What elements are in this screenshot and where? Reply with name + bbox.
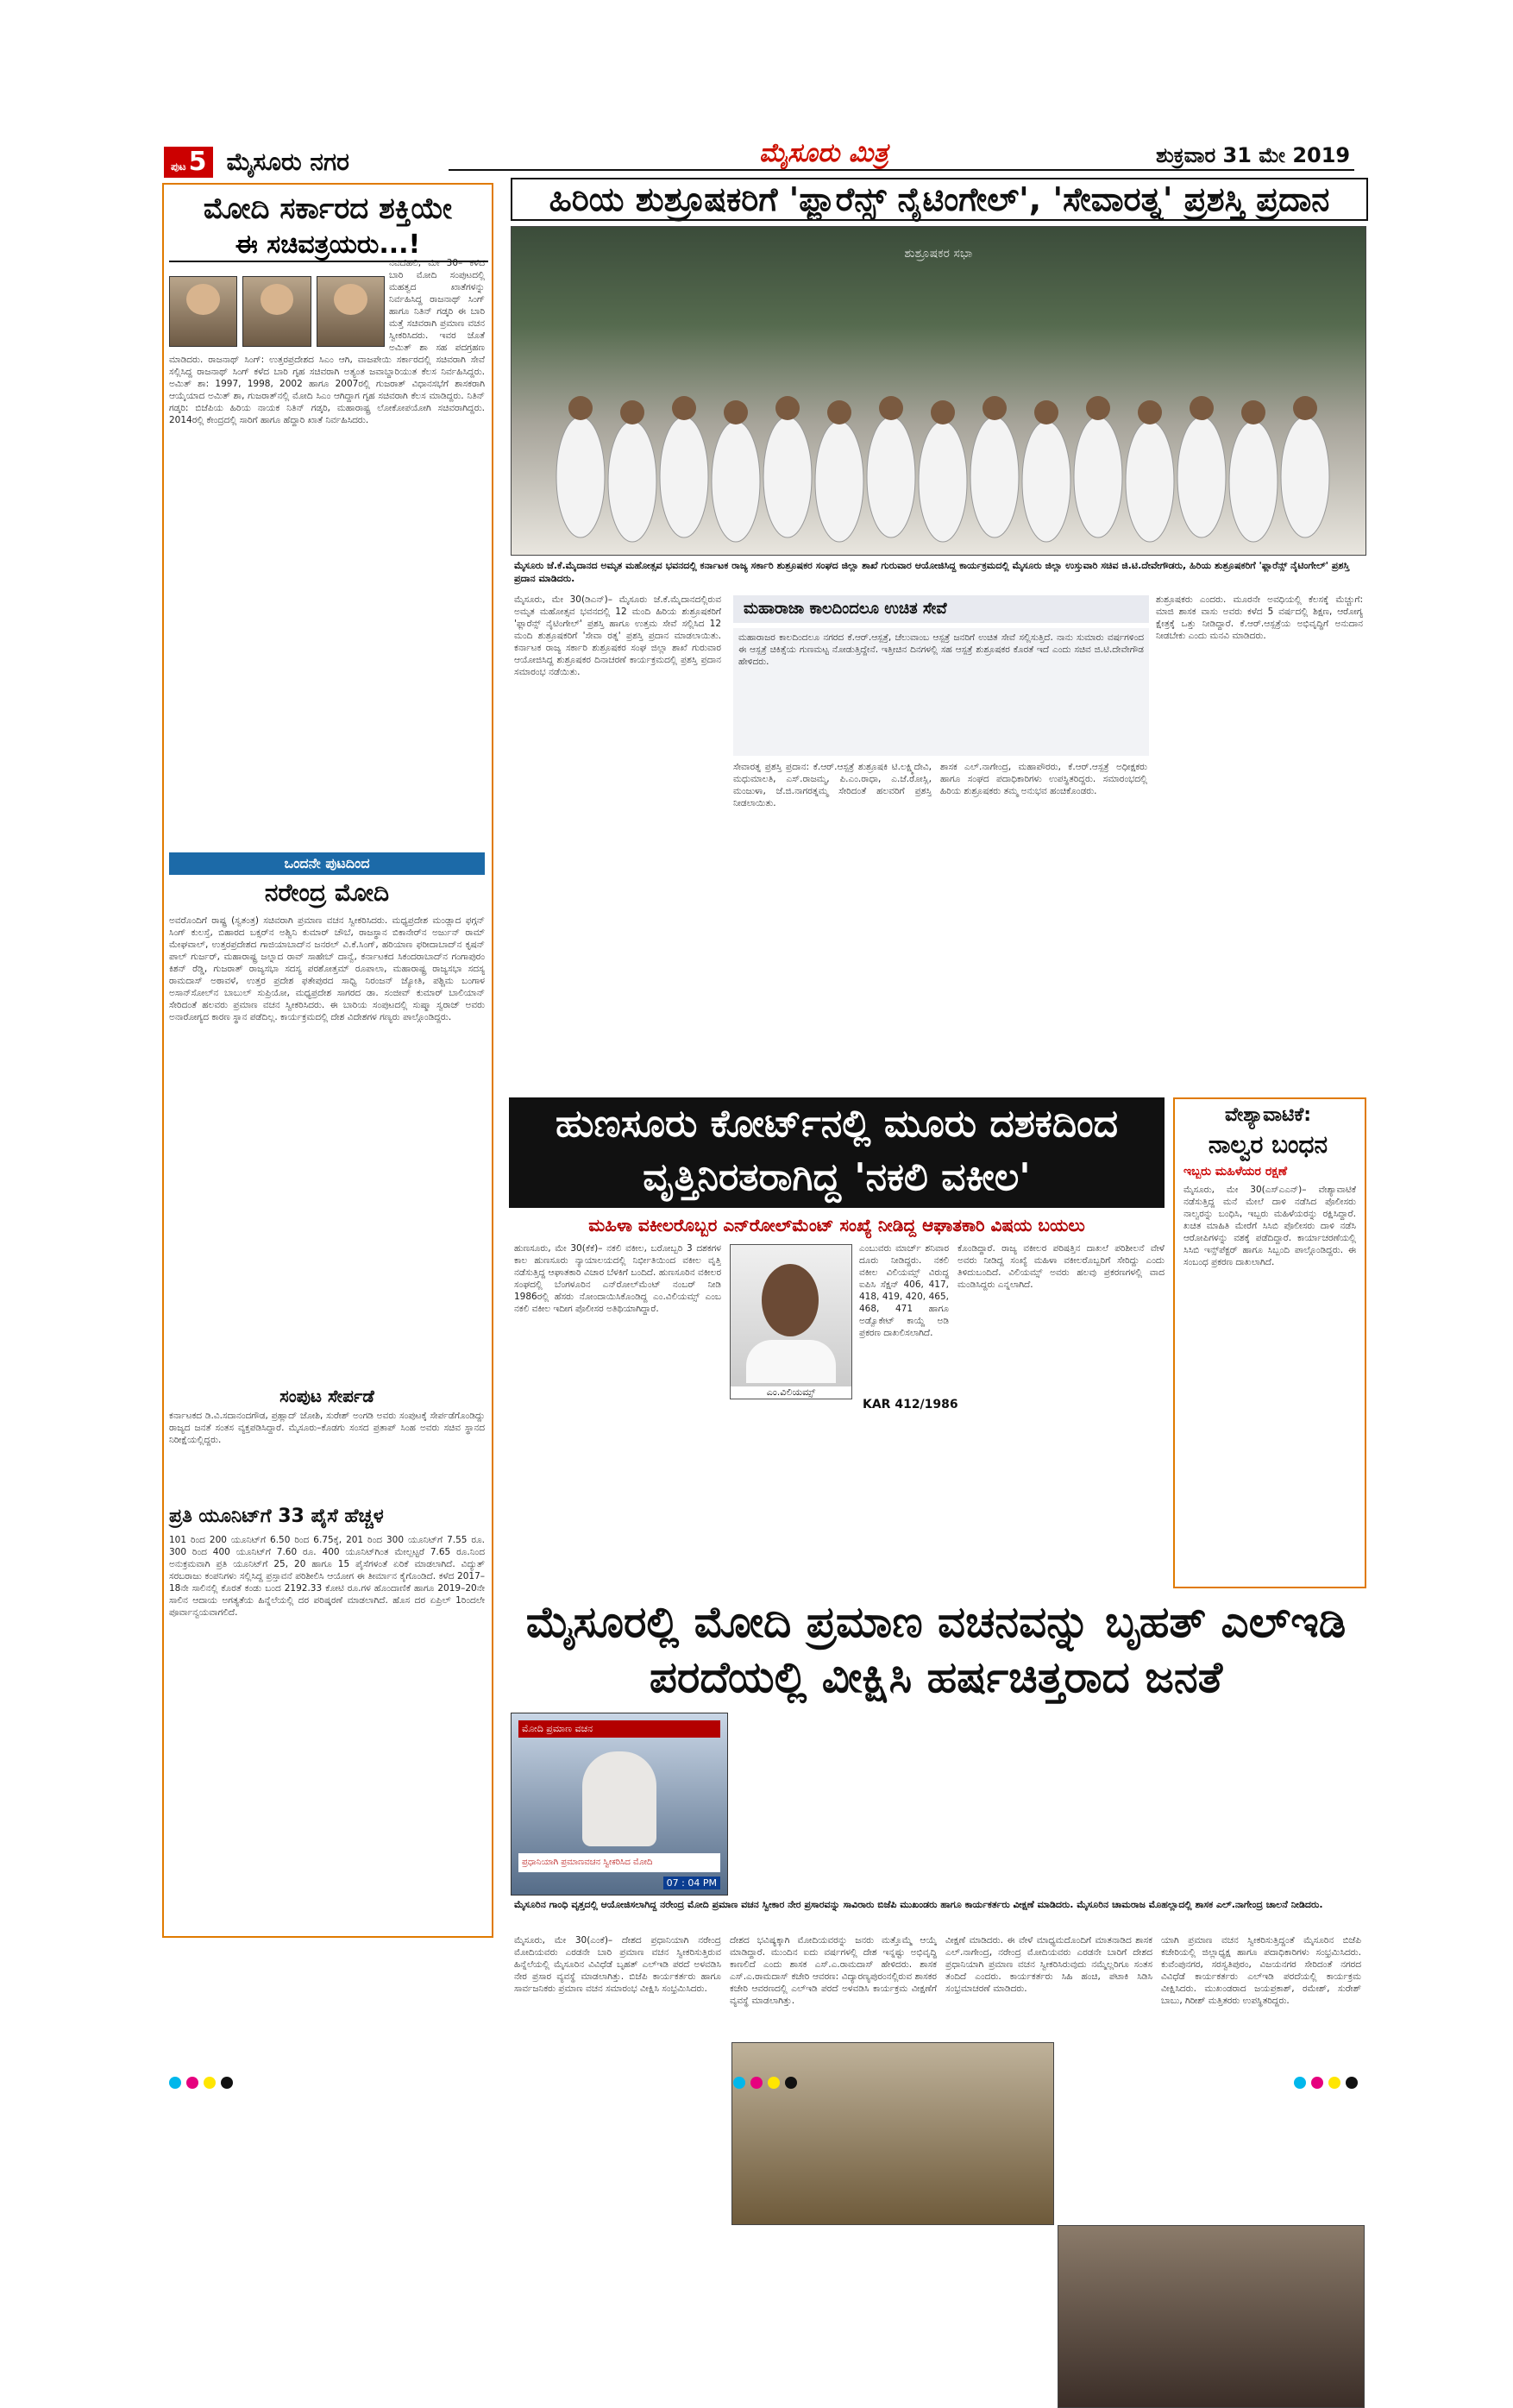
speaker-figure — [582, 1751, 656, 1846]
tv-broadcast-photo — [511, 1713, 728, 1896]
magenta-mark — [750, 2077, 763, 2089]
modi-article-col3: ವೀಕ್ಷಣೆ ಮಾಡಿದರು. ಈ ವೇಳೆ ಮಾಧ್ಯಮದೊಂದಿಗೆ ಮಾತನಾಡಿದ ಶಾಸಕ ಎಲ್.ನಾಗೇಂದ್ರ, ನರೇಂದ್ರ ಮೋದಿಯವರು ಎರಡನೇ ಬಾರಿಗೆ ದೇಶದ ಪ್ರಧಾನಿಯಾಗಿ ಪ್ರಮಾಣ ವಚನ ಸ್ವೀಕರಿಸಿರುವುದು ನಮ್ಮೆಲ್ಲರಿಗೂ ಸಂತಸ ತಂದಿದೆ ಎಂದರು. ಕಾರ್ಯಕರ್ತರು ಸಿಹಿ ಹಂಚಿ, ಪಟಾಕಿ ಸಿಡಿಸಿ ಸಂಭ್ರಮಾಚರಣೆ ಮಾಡಿದರು. — [945, 1935, 1152, 1994]
cyan-mark — [169, 2077, 181, 2089]
continued-title: ನರೇಂದ್ರ ಮೋದಿ — [264, 878, 390, 907]
tv-bottom-strap: ಪ್ರಧಾನಿಯಾಗಿ ಪ್ರಮಾಣವಚನ ಸ್ವೀಕರಿಸಿದ ಮೋದಿ — [518, 1853, 720, 1872]
fake-lawyer-subheadline: ಮಹಿಳಾ ವಕೀಲರೊಬ್ಬರ ಎನ್‌ರೋಲ್‌ಮೆಂಟ್ ಸಂಖ್ಯೆ ನೀಡಿದ್ದ ಆಘಾತಕಾರಿ ವಿಷಯ ಬಯಲು — [588, 1215, 1085, 1235]
page-number-badge: ಪುಟ 5 — [164, 147, 213, 178]
lawyer-photo-caption: ಎಂ.ವಿಲಿಯಮ್ಸ್ — [731, 1386, 851, 1399]
quote-box-body: ಮಹಾರಾಜರ ಕಾಲದಿಂದಲೂ ನಗರದ ಕೆ.ಆರ್.ಆಸ್ಪತ್ರೆ, ಚೆಲುವಾಂಬ ಆಸ್ಪತ್ರೆ ಜನರಿಗೆ ಉಚಿತ ಸೇವೆ ಸಲ್ಲಿಸುತ್ತಿದೆ. ನಾನು ಸುಮಾರು ವರ್ಷಗಳಿಂದ ಈ ಆಸ್ಪತ್ರೆ ಚಿಕಿತ್ಸೆಯ ಗುಣಮಟ್ಟ ನೋಡುತ್ತಿದ್ದೇನೆ. ಇತ್ತೀಚಿನ ದಿನಗಳಲ್ಲಿ ಸಹ ಆಸ್ಪತ್ರೆ ಶುಶ್ರೂಷಕರ ಕೊರತೆ ಇದೆ ಎಂದು ಸಚಿವ ಜಿ.ಟಿ.ದೇವೇಗೌಡ ಹೇಳಿದರು. — [733, 628, 1149, 756]
left-article-1: ನವದೆಹಲಿ, ಮೇ 30– ಕಳೆದ ಬಾರಿ ಮೋದಿ ಸಂಪುಟದಲ್ಲಿ ಮಹತ್ವದ ಖಾತೆಗಳನ್ನು ನಿರ್ವಹಿಸಿದ್ದ ರಾಜನಾಥ್ ಸಿಂಗ್ ಹಾಗೂ ನಿತಿನ್ ಗಡ್ಕರಿ ಈ ಬಾರಿ ಮತ್ತೆ ಸಚಿವರಾಗಿ ಪ್ರಮಾಣ ವಚನ ಸ್ವೀಕರಿಸಿದರು. ಇವರ ಜೊತೆ ಅಮಿತ್ ಶಾ ಸಹ ಪದಗ್ರಹಣ ಮಾಡಿದರು. ರಾಜನಾಥ್ ಸಿಂಗ್: ಉತ್ತರಪ್ರದೇಶದ ಸಿಎಂ ಆಗಿ, ವಾಜಪೇಯಿ ಸರ್ಕಾರದಲ್ಲಿ ಸಚಿವರಾಗಿ ಸೇವೆ ಸಲ್ಲಿಸಿದ್ದ ರಾಜನಾಥ್ ಸಿಂಗ್ ಕಳೆದ ಬಾರಿ ಗೃಹ ಸಚಿವರಾಗಿ ಅತ್ಯಂತ ಜವಾಬ್ದಾರಿಯುತ ಕೆಲಸ ನಿರ್ವಹಿಸಿದ್ದರು. ಅಮಿತ್ ಶಾ: 1997, 1998, 2002 ಹಾಗೂ 2007ರಲ್ಲಿ ಗುಜರಾತ್ ವಿಧಾನಸಭೆಗೆ ಶಾಸಕರಾಗಿ ಆಯ್ಕೆಯಾದ ಅಮಿತ್ ಶಾ, ಗುಜರಾತ್‌ನಲ್ಲಿ ಮೋದಿ ಸಿಎಂ ಆಗಿದ್ದಾಗ ಗೃಹ ಸಚಿವರಾಗಿ ಕೆಲಸ ಮಾಡಿದ್ದರು. ನಿತಿನ್ ಗಡ್ಕರಿ: ಬಿಜೆಪಿಯ ಹಿರಿಯ ನಾಯಕ ನಿತಿನ್ ಗಡ್ಕರಿ, ಮಹಾರಾಷ್ಟ್ರ ಲೋಕೋಪಯೋಗಿ ಸಚಿವರಾಗಿದ್ದರು. 2014ರಲ್ಲಿ ಕೇಂದ್ರದಲ್ಲಿ ಸಾರಿಗೆ ಹಾಗೂ ಹೆದ್ದಾರಿ ಖಾತೆ ನಿರ್ವಹಿಸಿದರು. — [169, 258, 485, 425]
modi-article-col1: ಮೈಸೂರು, ಮೇ 30(ಎಂಕೆ)– ದೇಶದ ಪ್ರಧಾನಿಯಾಗಿ ನರೇಂದ್ರ ಮೋದಿಯವರು ಎರಡನೇ ಬಾರಿ ಪ್ರಮಾಣ ವಚನ ಸ್ವೀಕರಿಸುತ್ತಿರುವ ಹಿನ್ನೆಲೆಯಲ್ಲಿ ಮೈಸೂರಿನ ವಿವಿಧೆಡೆ ಬೃಹತ್ ಎಲ್‌ಇಡಿ ಪರದೆ ಅಳವಡಿಸಿ ನೇರ ಪ್ರಸಾರ ವ್ಯವಸ್ಥೆ ಮಾಡಲಾಗಿತ್ತು. ಬಿಜೆಪಿ ಕಾರ್ಯಕರ್ತರು ಹಾಗೂ ಸಾರ್ವಜನಿಕರು ಪ್ರಮಾಣ ವಚನ ಸಮಾರಂಭ ವೀಕ್ಷಿಸಿ ಸಂಭ್ರಮಿಸಿದರು. — [514, 1935, 721, 1994]
face-shape — [762, 1264, 819, 1336]
black-mark — [785, 2077, 797, 2089]
left-subheadline: ಈ ಸಚಿವತ್ರಯರು...! — [235, 229, 421, 260]
yellow-mark — [204, 2077, 216, 2089]
crowd-illustration — [512, 227, 1365, 555]
black-mark — [221, 2077, 233, 2089]
nurses-article-col2: ಸೇವಾರತ್ನ ಪ್ರಶಸ್ತಿ ಪ್ರದಾನ: ಕೆ.ಆರ್.ಆಸ್ಪತ್ರೆ ಶುಶ್ರೂಷಕಿ ಟಿ.ಲಕ್ಷ್ಮಿದೇವಿ, ಮಧುಮಾಲತಿ, ಎಸ್.ರಾಜಮ್ಮ, ಪಿ.ಎಂ.ರಾಧಾ, ಎ.ಜೆ.ರೋಸ್ಲಿ, ಮಂಜುಳಾ, ಜೆ.ಜಿ.ನಾಗರತ್ನಮ್ಮ ಸೇರಿದಂತೆ ಹಲವರಿಗೆ ಪ್ರಶಸ್ತಿ ನೀಡಲಾಯಿತು. — [733, 762, 932, 808]
section-name: ಮೈಸೂರು ನಗರ — [226, 148, 349, 176]
modi-article-col4: ಯಾಗಿ ಪ್ರಮಾಣ ವಚನ ಸ್ವೀಕರಿಸುತ್ತಿದ್ದಂತೆ ಮೈಸೂರಿನ ಬಿಜೆಪಿ ಕಚೇರಿಯಲ್ಲಿ ಜಿಲ್ಲಾಧ್ಯಕ್ಷ ಹಾಗೂ ಪದಾಧಿಕಾರಿಗಳು ಸಂಭ್ರಮಿಸಿದರು. ಕುವೆಂಪುನಗರ, ಸರಸ್ವತಿಪುರಂ, ವಿಜಯನಗರ ಸೇರಿದಂತೆ ನಗರದ ವಿವಿಧೆಡೆ ಕಾರ್ಯಕರ್ತರು ಎಲ್‌ಇಡಿ ಪರದೆಯಲ್ಲಿ ಕಾರ್ಯಕ್ರಮ ವೀಕ್ಷಿಸಿದರು. ಮುಖಂಡರಾದ ಜಯಪ್ರಕಾಶ್, ರಮೇಶ್, ಸುರೇಶ್ ಬಾಬು, ಗಿರೀಶ್ ಮತ್ತಿತರರು ಉಪಸ್ಥಿತರಿದ್ದರು. — [1161, 1935, 1361, 2006]
cabinet-subhead: ಸಂಪುಟ ಸೇರ್ಪಡೆ — [279, 1386, 374, 1406]
crowd-cow-photo — [731, 2042, 1054, 2225]
modi-article-col2: ದೇಶದ ಭವಿಷ್ಯಕ್ಕಾಗಿ ಮೋದಿಯವರನ್ನು ಜನರು ಮತ್ತೊಮ್ಮೆ ಆಯ್ಕೆ ಮಾಡಿದ್ದಾರೆ. ಮುಂದಿನ ಐದು ವರ್ಷಗಳಲ್ಲಿ ದೇಶ ಇನ್ನಷ್ಟು ಅಭಿವೃದ್ಧಿ ಕಾಣಲಿದೆ ಎಂದು ಶಾಸಕ ಎಸ್.ಎ.ರಾಮದಾಸ್ ಹೇಳಿದರು. ಶಾಸಕ ಎಸ್.ಎ.ರಾಮದಾಸ್ ಕಚೇರಿ ಆವರಣ: ವಿದ್ಯಾರಣ್ಯಪುರಂನಲ್ಲಿರುವ ಶಾಸಕರ ಕಚೇರಿ ಆವರಣದಲ್ಲಿ ಎಲ್‌ಇಡಿ ಪರದೆ ಅಳವಡಿಸಿ ಕಾರ್ಯಕ್ರಮ ವೀಕ್ಷಣೆಗೆ ವ್ಯವಸ್ಥೆ ಮಾಡಲಾಗಿತ್ತು. — [730, 1935, 937, 2006]
left-article-3: ಕರ್ನಾಟಕದ ಡಿ.ವಿ.ಸದಾನಂದಗೌಡ, ಪ್ರಹ್ಲಾದ್ ಜೋಶಿ, ಸುರೇಶ್ ಅಂಗಡಿ ಅವರು ಸಂಪುಟಕ್ಕೆ ಸೇರ್ಪಡೆಗೊಂಡಿದ್ದು ರಾಜ್ಯದ ಜನತೆ ಸಂತಸ ವ್ಯಕ್ತಪಡಿಸಿದ್ದಾರೆ. ಮೈಸೂರು–ಕೊಡಗು ಸಂಸದ ಪ್ರತಾಪ್ ಸಿಂಹ ಅವರು ಸಚಿವ ಸ್ಥಾನದ ನಿರೀಕ್ಷೆಯಲ್ಲಿದ್ದರು. — [169, 1411, 485, 1445]
tv-top-strap: ಮೋದಿ ಪ್ರಮಾಣ ವಚನ — [518, 1720, 720, 1738]
left-article-2: ಅವರೊಂದಿಗೆ ರಾಷ್ಟ್ರ (ಸ್ವತಂತ್ರ) ಸಚಿವರಾಗಿ ಪ್ರಮಾಣ ವಚನ ಸ್ವೀಕರಿಸಿದರು. ಮಧ್ಯಪ್ರದೇಶ ಮಂಡ್ಲಾದ ಫಗ್ಗನ್ ಸಿಂಗ್ ಕುಲಸ್ತೆ, ಬಿಹಾರದ ಬಕ್ಸರ್‌ನ ಅಶ್ವಿನಿ ಕುಮಾರ್ ಚೌಬೆ, ರಾಜಸ್ಥಾನ ಬಿಕಾನೇರ್‌ನ ಅರ್ಜುನ್ ರಾಮ್ ಮೇಘವಾಲ್, ಉತ್ತರಪ್ರದೇಶದ ಗಾಜಿಯಾಬಾದ್‌ನ ಜನರಲ್ ವಿ.ಕೆ.ಸಿಂಗ್, ಹರಿಯಾಣ ಫರೀದಾಬಾದ್‌ನ ಕೃಷನ್ ಪಾಲ್ ಗುರ್ಜರ್, ಮಹಾರಾಷ್ಟ್ರ ಜಲ್ನಾದ ರಾವ್ ಸಾಹೇಬ್ ದಾನ್ವೆ, ಕರ್ನಾಟಕದ ಸಿಕಂದರಾಬಾದ್‌ನ ಗಂಗಾಪುರಂ ಕಿಶನ್ ರೆಡ್ಡಿ, ಗುಜರಾತ್ ರಾಜ್ಯಸಭಾ ಸದಸ್ಯ ಪರಶೋತ್ತಮ್ ರೂಪಾಲಾ, ಮಹಾರಾಷ್ಟ್ರ ರಾಜ್ಯಸಭಾ ಸದಸ್ಯ ರಾಮದಾಸ್ ಅಠಾವಳೆ, ಉತ್ತರ ಪ್ರದೇಶ ಫತೇಪುರದ ಸಾಧ್ವಿ ನಿರಂಜನ್ ಜ್ಯೋತಿ, ಪಶ್ಚಿಮ ಬಂಗಾಳ ಅಸಾನ್‌ಸೋಲ್‌ನ ಬಾಬುಲ್ ಸುಪ್ರಿಯೋ, ಮಧ್ಯಪ್ರದೇಶ ಸಾಗರದ ಡಾ. ಸಂಜೀವ್ ಕುಮಾರ್ ಬಾಲಿಯಾನ್ ಸೇರಿದಂತೆ ಹಲವರು ಪ್ರಮಾಣ ವಚನ ಸ್ವೀಕರಿಸಿದರು. ಈ ಬಾರಿಯ ಸಂಪುಟದಲ್ಲಿ ಸುಷ್ಮಾ ಸ್ವರಾಜ್ ಅವರು ಅನಾರೋಗ್ಯದ ಕಾರಣ ಸ್ಥಾನ ಪಡೆದಿಲ್ಲ. ಕಾರ್ಯಕ್ರಮದಲ್ಲಿ ದೇಶ ವಿದೇಶಗಳ ಗಣ್ಯರು ಪಾಲ್ಗೊಂಡಿದ್ದರು. — [169, 915, 485, 1022]
magenta-mark — [186, 2077, 198, 2089]
vesh-headline-1: ವೇಶ್ಯಾವಾಟಿಕೆ: — [1224, 1104, 1312, 1126]
tv-time: 07 : 04 PM — [663, 1877, 720, 1889]
left-headline: ಮೋದಿ ಸರ್ಕಾರದ ಶಕ್ತಿಯೇ — [203, 192, 453, 226]
court-article-col1: ಹುಣಸೂರು, ಮೇ 30(ಕೆಕೆ)– ನಕಲಿ ವಕೀಲ, ಬರೋಬ್ಬರಿ 3 ದಶಕಗಳ ಕಾಲ ಹುಣಸೂರು ನ್ಯಾಯಾಲಯದಲ್ಲಿ ನಿರ್ಭೀತಿಯಿಂದ ವಕೀಲ ವೃತ್ತಿ ನಡೆಸುತ್ತಿದ್ದ ಆಘಾತಕಾರಿ ವಿಚಾರ ಬೆಳಕಿಗೆ ಬಂದಿದೆ. ಹುಣಸೂರಿನ ವಕೀಲರ ಸಂಘದಲ್ಲಿ ಬೆಂಗಳೂರಿನ ಎನ್‌ರೋಲ್‌ಮೆಂಟ್ ನಂಬರ್ ನೀಡಿ 1986ರಲ್ಲಿ ಹೆಸರು ನೋಂದಾಯಿಸಿಕೊಂಡಿದ್ದ ಎಂ.ವಿಲಿಯಮ್ಸ್ ಎಂಬ ನಕಲಿ ವಕೀಲ ಇದೀಗ ಪೊಲೀಸರ ಅತಿಥಿಯಾಗಿದ್ದಾರೆ. — [514, 1243, 721, 1314]
nurses-award-headline: ಹಿರಿಯ ಶುಶ್ರೂಷಕರಿಗೆ 'ಫ್ಲಾರೆನ್ಸ್ ನೈಟಿಂಗೇಲ್', 'ಸೇವಾರತ್ನ' ಪ್ರಶಸ್ತಿ ಪ್ರದಾನ — [511, 178, 1368, 221]
magenta-mark — [1311, 2077, 1323, 2089]
continued-banner: ಒಂದನೇ ಪುಟದಿಂದ — [169, 852, 485, 875]
left-article-4: 101 ರಿಂದ 200 ಯೂನಿಟ್‌ಗೆ 6.50 ರಿಂದ 6.75ಕ್ಕೆ, 201 ರಿಂದ 300 ಯೂನಿಟ್‌ಗೆ 7.55 ರೂ. 300 ರಿಂದ 400 ಯೂನಿಟ್‌ಗೆ 7.60 ರೂ. 400 ಯೂನಿಟ್‌ಗಿಂತ ಮೇಲ್ಪಟ್ಟರೆ 7.65 ರೂ.ನಿಂದ ಅನುಕ್ರಮವಾಗಿ ಪ್ರತಿ ಯೂನಿಟ್‌ಗೆ 25, 20 ಹಾಗೂ 15 ಪೈಸೆಗಳಂತೆ ಏರಿಕೆ ಮಾಡಲಾಗಿದೆ. ವಿದ್ಯುತ್ ಸರಬರಾಜು ಕಂಪನಿಗಳು ಸಲ್ಲಿಸಿದ್ದ ಪ್ರಸ್ತಾವನೆ ಪರಿಶೀಲಿಸಿ ಆಯೋಗ ಈ ತೀರ್ಮಾನ ಕೈಗೊಂಡಿದೆ. ಕಳೆದ 2017–18ನೇ ಸಾಲಿನಲ್ಲಿ ಕೊರತೆ ಕಂಡು ಬಂದ 2192.33 ಕೋಟಿ ರೂ.ಗಳ ಹೊಂದಾಣಿಕೆ ಹಾಗೂ 2019–20ನೇ ಸಾಲಿನ ಆದಾಯ ಅಗತ್ಯತೆಯ ಹಿನ್ನೆಲೆಯಲ್ಲಿ ದರ ಪರಿಷ್ಕರಣೆ ಮಾಡಲಾಗಿದೆ. ಹೊಸ ದರ ಏಪ್ರಿಲ್ 1ರಿಂದಲೇ ಪೂರ್ವಾನ್ವಯವಾಗಲಿದೆ. — [169, 1535, 485, 1618]
registration-marks-left — [169, 2076, 238, 2092]
nurses-award-photo — [511, 226, 1366, 556]
registration-marks-center — [733, 2076, 802, 2092]
black-mark — [1346, 2077, 1358, 2089]
lawyer-photo — [730, 1244, 852, 1399]
image-float — [169, 257, 389, 350]
nurses-article-col4: ಶುಶ್ರೂಷಕರು ಎಂದರು. ಮೂರನೇ ಅವಧಿಯಲ್ಲಿ ಕೆಲಸಕ್ಕೆ ಮೆಚ್ಚುಗೆ: ಮಾಜಿ ಶಾಸಕ ವಾಸು ಅವರು ಕಳೆದ 5 ವರ್ಷದಲ್ಲಿ ಶಿಕ್ಷಣ, ಆರೋಗ್ಯ ಕ್ಷೇತ್ರಕ್ಕೆ ಒತ್ತು ನೀಡಿದ್ದಾರೆ. ಕೆ.ಆರ್.ಆಸ್ಪತ್ರೆಯ ಅಭಿವೃದ್ಧಿಗೆ ಅನುದಾನ ನೀಡಬೇಕು ಎಂದು ಮನವಿ ಮಾಡಿದರು. — [1156, 594, 1363, 641]
fake-lawyer-headline: ಹುಣಸೂರು ಕೋರ್ಟ್‌ನಲ್ಲಿ ಮೂರು ದಶಕದಿಂದ ವೃತ್ತಿನಿರತರಾಗಿದ್ದ 'ನಕಲಿ ವಕೀಲ' — [509, 1097, 1165, 1208]
masthead-left — [164, 147, 449, 178]
modi-oath-headline: ಮೈಸೂರಲ್ಲಿ ಮೋದಿ ಪ್ರಮಾಣ ವಚನವನ್ನು ಬೃಹತ್ ಎಲ್‌ಇಡಿ ಪರದೆಯಲ್ಲಿ ವೀಕ್ಷಿಸಿ ಹರ್ಷಚಿತ್ತರಾದ ಜನತೆ — [525, 1597, 1347, 1702]
yellow-mark — [1328, 2077, 1340, 2089]
court-article-col2: ಎಂಬುವರು ಮಾರ್ಚ್ ಶನಿವಾರ ದೂರು ನೀಡಿದ್ದರು. ನಕಲಿ ವಕೀಲ ವಿಲಿಯಮ್ಸ್ ವಿರುದ್ಧ ಐಪಿಸಿ ಸೆಕ್ಷನ್ 406, 417, 418, 419, 420, 465, 468, 471 ಹಾಗೂ ಅಡ್ವೊಕೇಟ್ ಕಾಯ್ದೆ ಅಡಿ ಪ್ರಕರಣ ದಾಖಲಿಸಲಾಗಿದೆ. — [859, 1243, 949, 1338]
party-workers-photo — [1058, 2225, 1365, 2408]
case-reference: KAR 412/1986 — [863, 1398, 958, 1411]
modi-photo-caption: ಮೈಸೂರಿನ ಗಾಂಧಿ ವೃತ್ತದಲ್ಲಿ ಆಯೋಜಿಸಲಾಗಿದ್ದ ನರೇಂದ್ರ ಮೋದಿ ಪ್ರಮಾಣ ವಚನ ಸ್ವೀಕಾರ ನೇರ ಪ್ರಸಾರವನ್ನು ಸಾವಿರಾರು ಬಿಜೆಪಿ ಮುಖಂಡರು ಹಾಗೂ ಕಾರ್ಯಕರ್ತರು ವೀಕ್ಷಣೆ ಮಾಡಿದರು. ಮೈಸೂರಿನ ಚಾಮರಾಜ ಮೊಹಲ್ಲಾದಲ್ಲಿ ಶಾಸಕ ಎಲ್.ನಾಗೇಂದ್ರ ಚಾಲನೆ ನೀಡಿದರು. — [514, 1899, 1323, 1910]
nurses-article-col1: ಮೈಸೂರು, ಮೇ 30(ಡಿಎನ್)– ಮೈಸೂರು ಜೆ.ಕೆ.ಮೈದಾನದಲ್ಲಿರುವ ಅಮೃತ ಮಹೋತ್ಸವ ಭವನದಲ್ಲಿ 12 ಮಂದಿ ಹಿರಿಯ ಶುಶ್ರೂಷಕರಿಗೆ 'ಫ್ಲಾರೆನ್ಸ್ ನೈಟಿಂಗೇಲ್' ಪ್ರಶಸ್ತಿ ಹಾಗೂ ಉತ್ತಮ ಸೇವೆ ಸಲ್ಲಿಸಿದ 12 ಮಂದಿ ಶುಶ್ರೂಷಕರಿಗೆ 'ಸೇವಾ ರತ್ನ' ಪ್ರಶಸ್ತಿ ಪ್ರದಾನ ಮಾಡಲಾಯಿತು. ಕರ್ನಾಟಕ ರಾಜ್ಯ ಸರ್ಕಾರಿ ಶುಶ್ರೂಷಕರ ಸಂಘ ಜಿಲ್ಲಾ ಶಾಖೆ ಗುರುವಾರ ಆಯೋಜಿಸಿದ್ದ ಶುಶ್ರೂಷಕರ ದಿನಾಚರಣೆ ಕಾರ್ಯಕ್ರಮದಲ್ಲಿ ಪ್ರಶಸ್ತಿ ಪ್ರದಾನ ಸಮಾರಂಭ ನಡೆಯಿತು. — [514, 594, 721, 677]
power-tariff-subhead: ಪ್ರತಿ ಯೂನಿಟ್‌ಗೆ 33 ಪೈಸೆ ಹೆಚ್ಚಳ — [169, 1506, 384, 1527]
shirt-shape — [746, 1340, 836, 1383]
yellow-mark — [768, 2077, 780, 2089]
issue-date: ಶುಕ್ರವಾರ 31 ಮೇ 2019 — [1156, 143, 1351, 167]
registration-marks-right — [1294, 2076, 1363, 2092]
masthead-rule — [449, 169, 1354, 171]
vesh-article-body: ಮೈಸೂರು, ಮೇ 30(ಎಸ್‌ಎಎನ್)– ವೇಶ್ಯಾವಾಟಿಕೆ ನಡೆಸುತ್ತಿದ್ದ ಮನೆ ಮೇಲೆ ದಾಳಿ ನಡೆಸಿದ ಪೊಲೀಸರು ನಾಲ್ವರನ್ನು ಬಂಧಿಸಿ, ಇಬ್ಬರು ಮಹಿಳೆಯರನ್ನು ರಕ್ಷಿಸಿದ್ದಾರೆ. ಖಚಿತ ಮಾಹಿತಿ ಮೇರೆಗೆ ಸಿಸಿಬಿ ಪೊಲೀಸರು ದಾಳಿ ನಡೆಸಿ ಆರೋಪಿಗಳನ್ನು ವಶಕ್ಕೆ ಪಡೆದಿದ್ದಾರೆ. ಕಾರ್ಯಾಚರಣೆಯಲ್ಲಿ ಸಿಸಿಬಿ ಇನ್ಸ್‌ಪೆಕ್ಟರ್ ಹಾಗೂ ಸಿಬ್ಬಂದಿ ಪಾಲ್ಗೊಂಡಿದ್ದರು. ಈ ಸಂಬಂಧ ಪ್ರಕರಣ ದಾಖಲಾಗಿದೆ. — [1183, 1185, 1356, 1267]
cyan-mark — [733, 2077, 745, 2089]
vesh-subhead: ಇಬ್ಬರು ಮಹಿಳೆಯರ ರಕ್ಷಣೆ — [1183, 1165, 1288, 1179]
court-article-col3: ಕೊಂಡಿದ್ದಾರೆ. ರಾಜ್ಯ ವಕೀಲರ ಪರಿಷತ್ತಿನ ದಾಖಲೆ ಪರಿಶೀಲನೆ ವೇಳೆ ಅವರು ನೀಡಿದ್ದ ಸಂಖ್ಯೆ ಮಹಿಳಾ ವಕೀಲರೊಬ್ಬರಿಗೆ ಸೇರಿದ್ದು ಎಂದು ತಿಳಿದುಬಂದಿದೆ. ವಿಲಿಯಮ್ಸ್ ಅವರು ಹಲವು ಪ್ರಕರಣಗಳಲ್ಲಿ ವಾದ ಮಂಡಿಸಿದ್ದರು ಎನ್ನಲಾಗಿದೆ. — [957, 1243, 1165, 1290]
paper-name: ಮೈಸೂರು ಮಿತ್ರ — [759, 138, 888, 168]
vesh-headline-2: ನಾಲ್ವರ ಬಂಧನ — [1208, 1130, 1328, 1159]
nurses-photo-caption: ಮೈಸೂರು ಜೆ.ಕೆ.ಮೈದಾನದ ಅಮೃತ ಮಹೋತ್ಸವ ಭವನದಲ್ಲಿ ಕರ್ನಾಟಕ ರಾಜ್ಯ ಸರ್ಕಾರಿ ಶುಶ್ರೂಷಕರ ಸಂಘದ ಜಿಲ್ಲಾ ಶಾಖೆ ಗುರುವಾರ ಆಯೋಜಿಸಿದ್ದ ಕಾರ್ಯಕ್ರಮದಲ್ಲಿ ಮೈಸೂರು ಜಿಲ್ಲಾ ಉಸ್ತುವಾರಿ ಸಚಿವ ಜಿ.ಟಿ.ದೇವೇಗೌಡರು, ಹಿರಿಯ ಶುಶ್ರೂಷಕರಿಗೆ 'ಫ್ಲಾರೆನ್ಸ್ ನೈಟಿಂಗೇಲ್' ಪ್ರಶಸ್ತಿ ಪ್ರದಾನ ಮಾಡಿದರು. — [514, 560, 1350, 584]
quote-box-heading: ಮಹಾರಾಜಾ ಕಾಲದಿಂದಲೂ ಉಚಿತ ಸೇವೆ — [733, 595, 1149, 623]
nurses-article-col3: ಶಾಸಕ ಎಲ್.ನಾಗೇಂದ್ರ, ಮಹಾಪೌರರು, ಕೆ.ಆರ್.ಆಸ್ಪತ್ರೆ ಅಧೀಕ್ಷಕರು ಹಾಗೂ ಸಂಘದ ಪದಾಧಿಕಾರಿಗಳು ಉಪಸ್ಥಿತರಿದ್ದರು. ಸಮಾರಂಭದಲ್ಲಿ ಹಿರಿಯ ಶುಶ್ರೂಷಕರು ತಮ್ಮ ಅನುಭವ ಹಂಚಿಕೊಂಡರು. — [940, 762, 1147, 796]
stage-banner-text: ಶುಶ್ರೂಷಕರ ಸಭಾ — [904, 246, 973, 261]
cyan-mark — [1294, 2077, 1306, 2089]
